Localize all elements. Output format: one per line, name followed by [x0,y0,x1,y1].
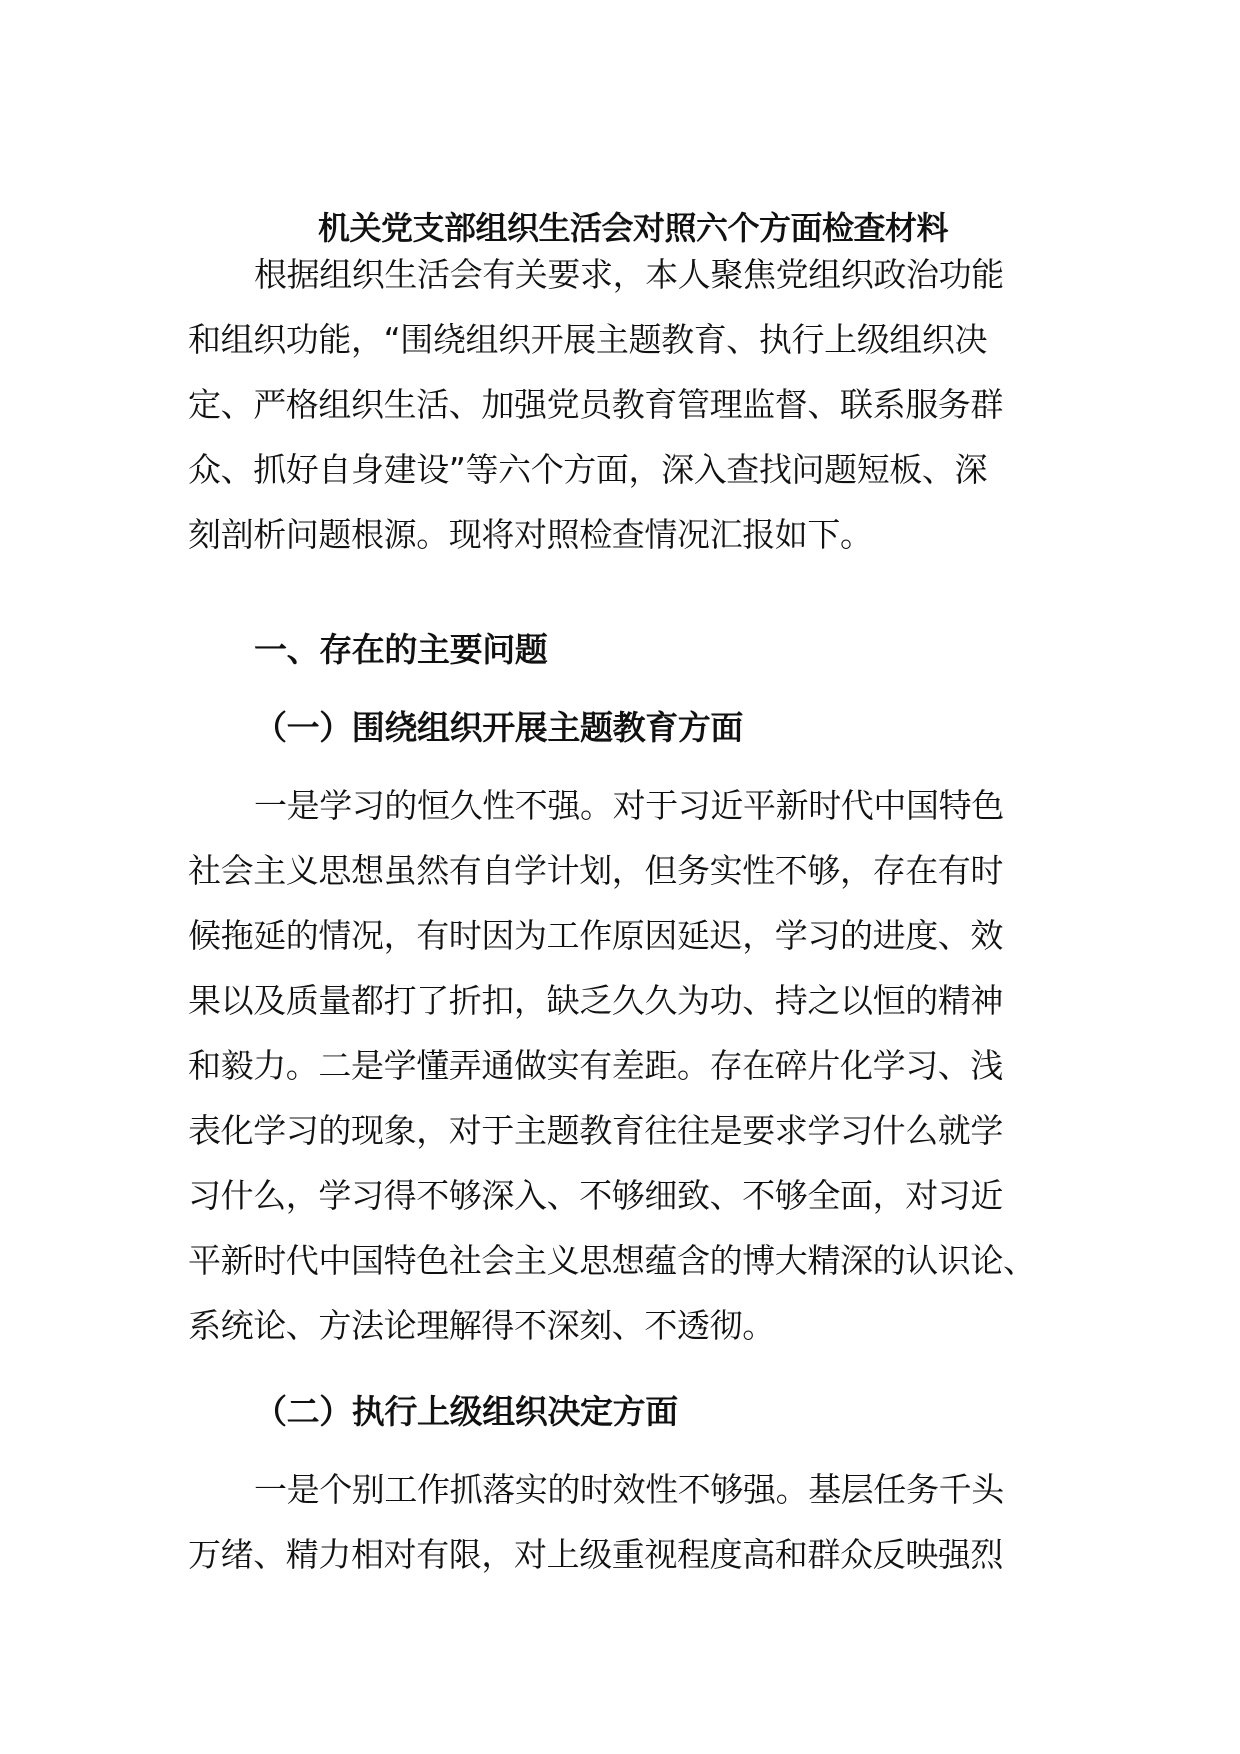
sub1-line-9: 系统论、方法论理解得不深刻、不透彻。 [188,1306,775,1345]
intro-line-5: 刻剖析问题根源。现将对照检查情况汇报如下。 [188,515,873,554]
sub2-line-1: 一是个别工作抓落实的时效性不够强。基层任务千头 [254,1470,1004,1509]
sub1-line-1: 一是学习的恒久性不强。对于习近平新时代中国特色 [254,786,1004,825]
document-title: 机关党支部组织生活会对照六个方面检查材料 [318,209,949,247]
sub1-line-8: 平新时代中国特色社会主义思想蕴含的博大精深的认识论、 [188,1241,1036,1280]
sub1-line-4: 果以及质量都打了折扣，缺乏久久为功、持之以恒的精神 [188,981,1004,1020]
sub1-line-2: 社会主义思想虽然有自学计划，但务实性不够，存在有时 [188,851,1004,890]
intro-line-3: 定、严格组织生活、加强党员教育管理监督、联系服务群 [188,385,1004,424]
intro-line-2: 和组织功能，“围绕组织开展主题教育、执行上级组织决 [188,320,988,359]
sub1-line-7: 习什么，学习得不够深入、不够细致、不够全面，对习近 [188,1176,1004,1215]
sub1-line-5: 和毅力。二是学懂弄通做实有差距。存在碎片化学习、浅 [188,1046,1004,1085]
sub2-line-2: 万绪、精力相对有限，对上级重视程度高和群众反映强烈 [188,1535,1004,1574]
sub1-line-6: 表化学习的现象，对于主题教育往往是要求学习什么就学 [188,1111,1004,1150]
subsection-heading-2: （二）执行上级组织决定方面 [254,1392,678,1431]
intro-line-4: 众、抓好自身建设”等六个方面，深入查找问题短板、深 [188,450,988,489]
sub1-line-3: 候拖延的情况，有时因为工作原因延迟，学习的进度、效 [188,916,1004,955]
subsection-heading-1: （一）围绕组织开展主题教育方面 [254,708,744,747]
section-heading-1: 一、存在的主要问题 [254,630,548,669]
intro-line-1: 根据组织生活会有关要求，本人聚焦党组织政治功能 [254,255,1004,294]
